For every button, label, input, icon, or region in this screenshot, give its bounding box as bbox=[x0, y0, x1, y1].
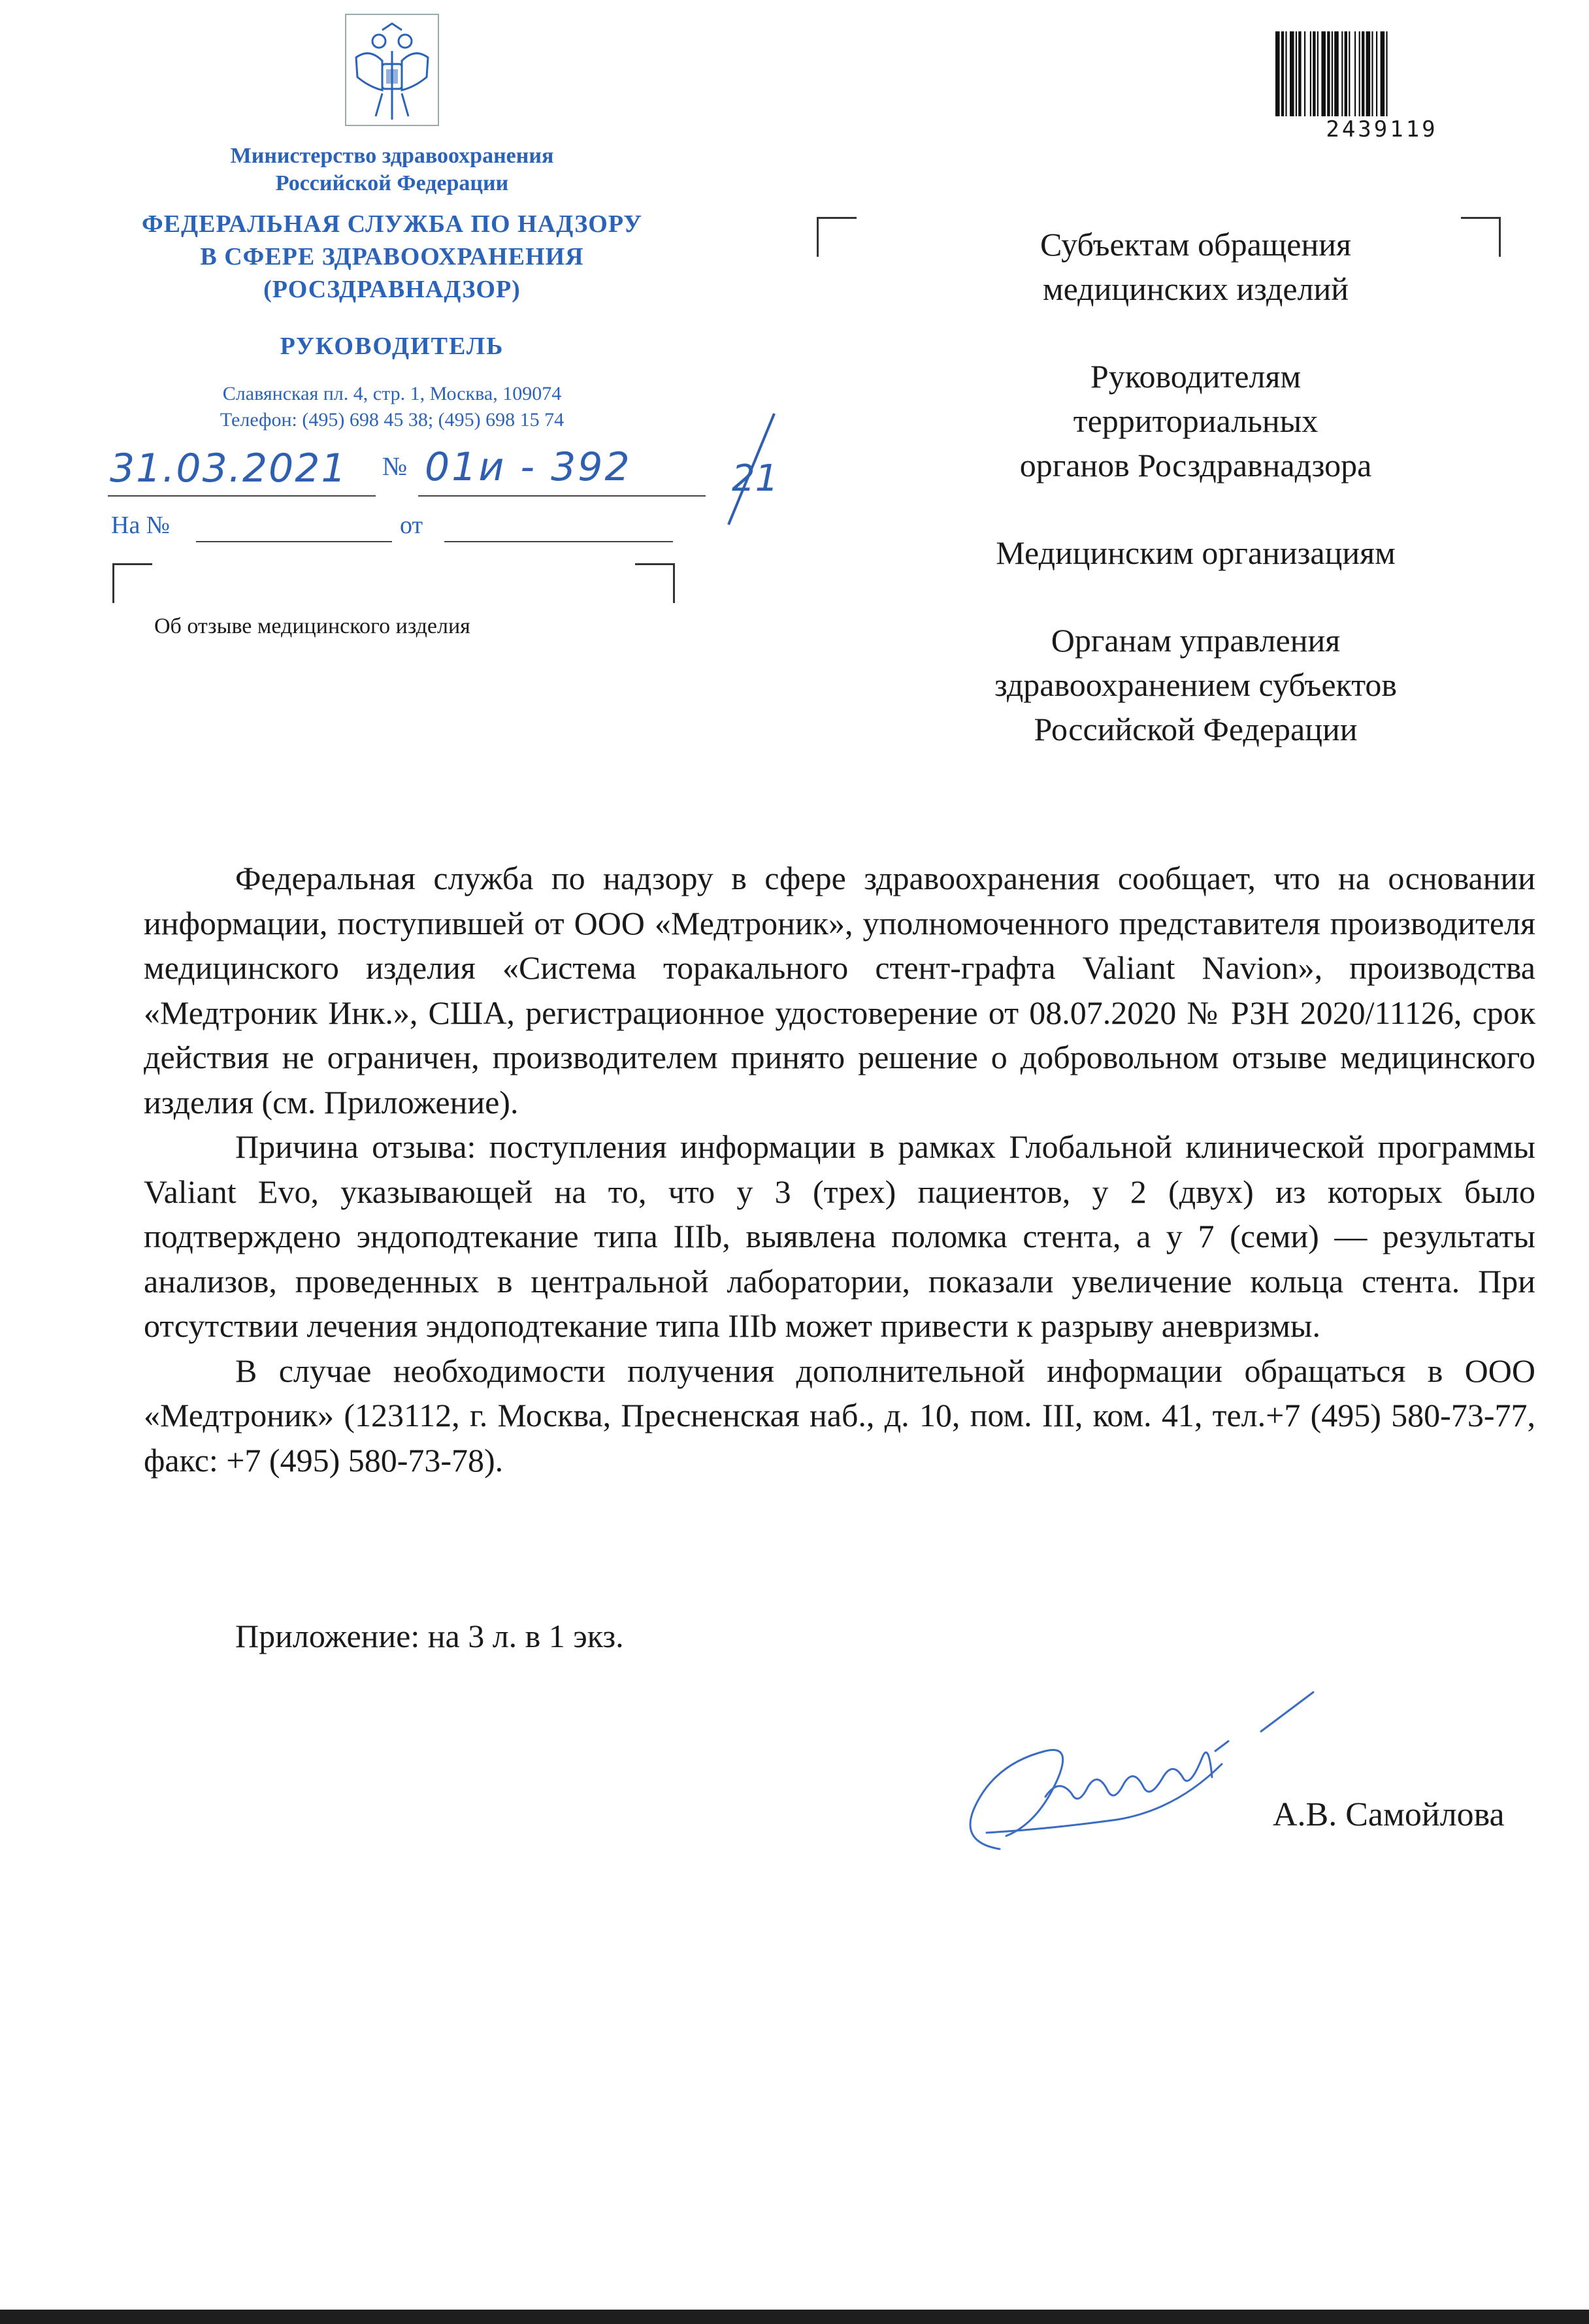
phone-line: Телефон: (495) 698 45 38; (495) 698 15 74 bbox=[220, 409, 565, 431]
reference-label: На № bbox=[111, 512, 171, 539]
registration-number-suffix: 21 bbox=[732, 457, 779, 500]
address-line: Славянская пл. 4, стр. 1, Москва, 109074 bbox=[222, 383, 562, 404]
body-paragraph: Федеральная служба по надзору в сфере здравоохранения сообщает, что на основании информации, поступившей от ООО «Медтроник», уполномоченного представителя производителя медицинского изделия «Система торакального стент-графта Valiant Navion», производства «Медтроник Инк.», США, регистрационное удостоверение от 08.07.2020 № РЗН 2020/11126, срок действия не ограничен, производителем принято решение о добровольном отзыве медицинского изделия (см. Приложение). bbox=[144, 860, 1535, 1121]
ministry-line: Министерство здравоохранения bbox=[230, 144, 554, 168]
body-paragraph: В случае необходимости получения дополнительной информации обращаться в ООО «Медтроник» (123112, г. Москва, Пресненская наб., д. 10, пом. III, ком. 41, тел.+7 (495) 580-73-77, факс: +7 (495) 580-73-78). bbox=[144, 1352, 1535, 1479]
corner-mark bbox=[112, 563, 152, 603]
scan-edge bbox=[0, 2310, 1589, 2324]
addressee-line: Руководителям bbox=[1090, 358, 1302, 395]
date-underline bbox=[108, 495, 376, 497]
ministry-name bbox=[131, 142, 653, 197]
barcode-number: 2439119 bbox=[1326, 116, 1438, 142]
agency-address bbox=[131, 381, 653, 433]
agency-line: В СФЕРЕ ЗДРАВООХРАНЕНИЯ bbox=[200, 243, 584, 270]
number-underline bbox=[418, 495, 706, 497]
letter-subject: Об отзыве медицинского изделия bbox=[154, 614, 470, 638]
addressee-group bbox=[869, 531, 1522, 575]
addressee-group bbox=[869, 618, 1522, 751]
addressee-line: здравоохранением субъектов bbox=[994, 666, 1398, 703]
addressee-line: территориальных bbox=[1073, 402, 1319, 439]
agency-line: ФЕДЕРАЛЬНАЯ СЛУЖБА ПО НАДЗОРУ bbox=[142, 210, 642, 238]
addressee-line: Российской Федерации bbox=[1034, 711, 1358, 747]
agency-name bbox=[85, 208, 699, 306]
corner-mark bbox=[635, 563, 675, 603]
addressee-group bbox=[869, 354, 1522, 487]
head-title: РУКОВОДИТЕЛЬ bbox=[280, 333, 504, 360]
number-sign: № bbox=[382, 451, 408, 481]
registration-date: 31.03.2021 bbox=[110, 446, 348, 491]
coat-of-arms-icon bbox=[343, 12, 441, 128]
body-paragraph: Причина отзыва: поступления информации в рамках Глобальной клинической программы Valiant Evo, указывающей на то, что у 3 (трех) пациентов, у 2 (двух) из которых было подтверждено эндоподтекание типа IIIb, выявлена поломка стента, а у 7 (семи) — результаты анализов, проведенных в центральной лаборатории, показали увеличение кольца стента. При отсутствии лечения эндоподтекание типа IIIb может привести к разрыву аневризмы. bbox=[144, 1128, 1535, 1344]
corner-mark bbox=[817, 217, 857, 257]
reference-from-label: от bbox=[400, 512, 423, 539]
signature-icon bbox=[947, 1679, 1339, 1862]
agency-line: (РОСЗДРАВНАДЗОР) bbox=[263, 276, 521, 303]
letter-body bbox=[144, 856, 1535, 1482]
registration-number: 01и - 392 bbox=[425, 444, 632, 490]
reference-date-line bbox=[444, 541, 673, 542]
reference-number-line bbox=[196, 541, 392, 542]
addressee-line: медицинских изделий bbox=[1042, 270, 1349, 307]
attachment-note: Приложение: на 3 л. в 1 экз. bbox=[235, 1618, 624, 1654]
addressee-list bbox=[869, 222, 1522, 794]
addressee-line: Субъектам обращения bbox=[1040, 226, 1351, 263]
signer-name: А.В. Самойлова bbox=[1273, 1796, 1505, 1833]
barcode-icon bbox=[1274, 31, 1470, 116]
addressee-line: Медицинским организациям bbox=[996, 534, 1396, 571]
addressee-group bbox=[869, 222, 1522, 311]
addressee-line: Органам управления bbox=[1051, 622, 1341, 659]
ministry-line: Российской Федерации bbox=[275, 171, 509, 195]
addressee-line: органов Росздравнадзора bbox=[1019, 447, 1372, 483]
